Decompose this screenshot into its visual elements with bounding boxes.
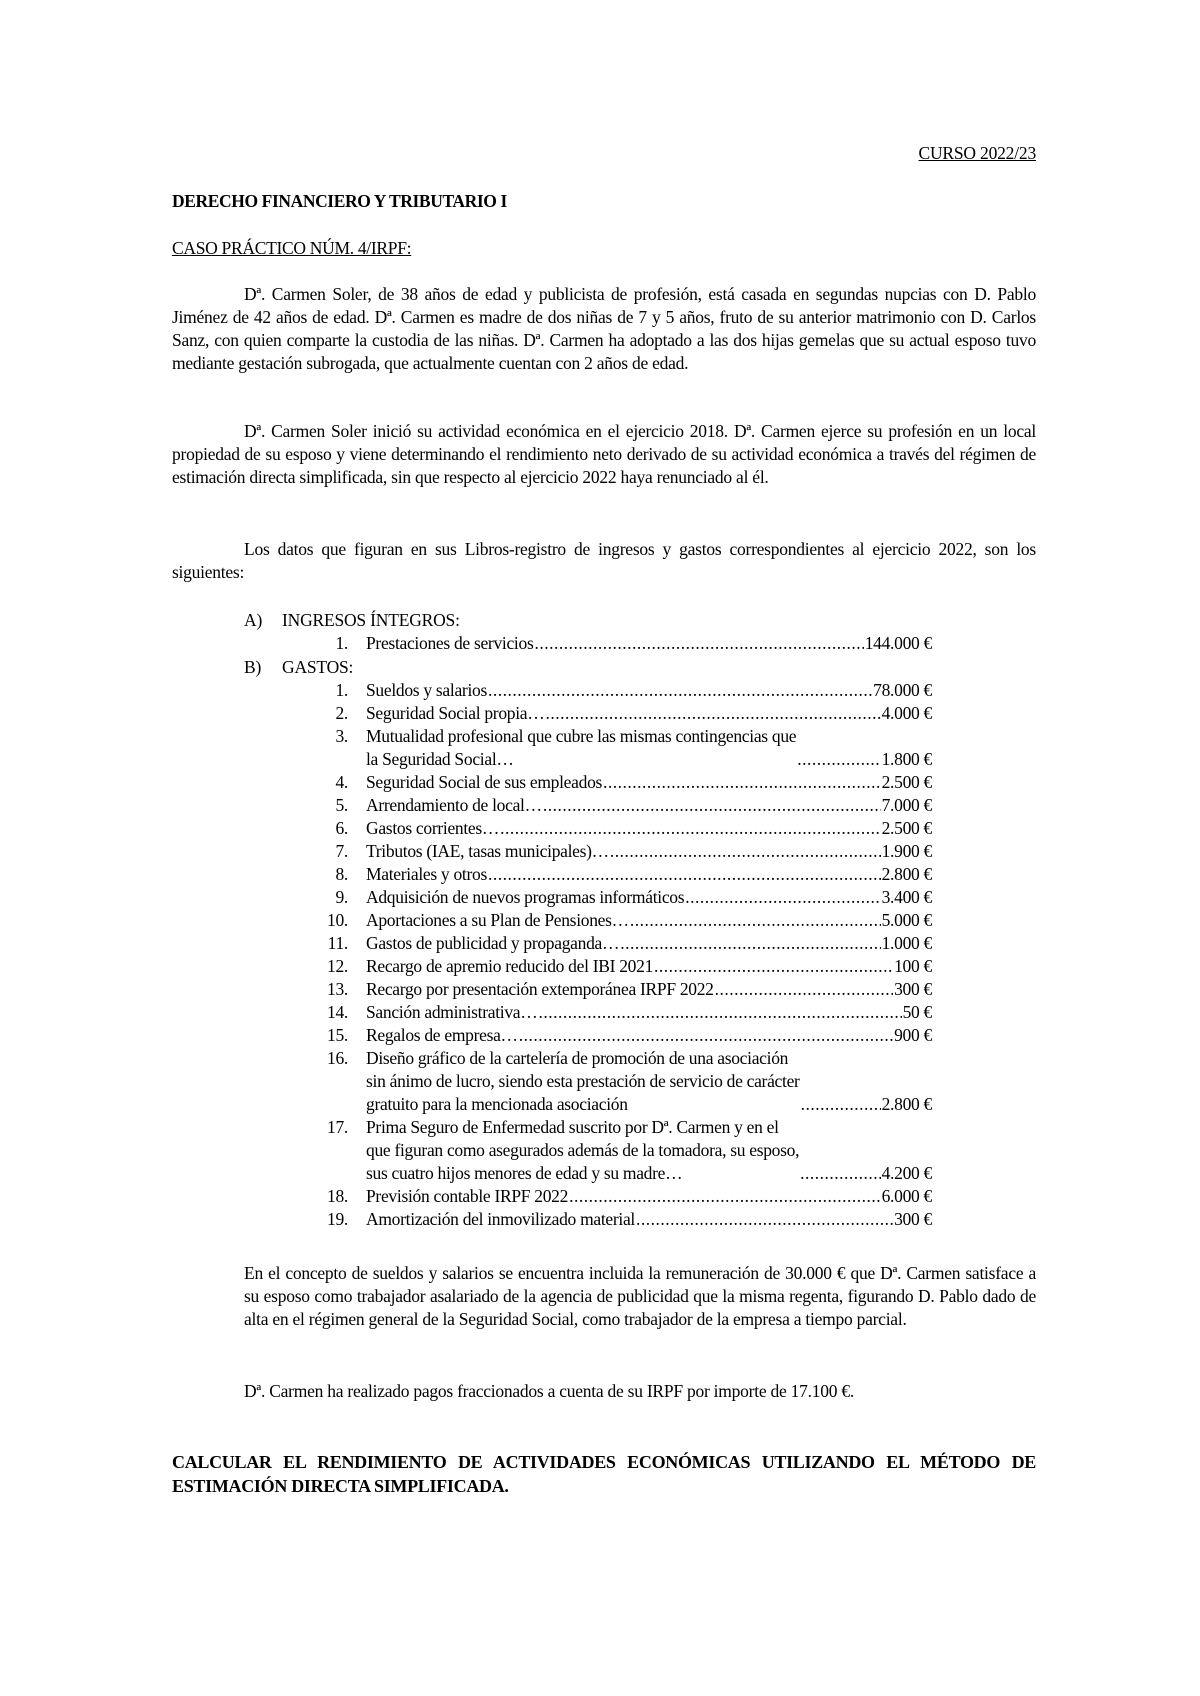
- item-number: 1.: [335, 680, 348, 700]
- dot-leader: [654, 955, 893, 978]
- case-title: CASO PRÁCTICO NÚM. 4/IRPF:: [172, 238, 412, 258]
- list-item: [312, 1024, 932, 1047]
- item-amount: 2.500 €: [881, 818, 932, 838]
- item-amount: 6.000 €: [881, 1186, 932, 1206]
- item-label: Materiales y otros: [366, 864, 487, 884]
- list-item: [312, 932, 932, 955]
- item-amount: 900 €: [894, 1025, 932, 1045]
- dot-leader: [543, 794, 881, 817]
- item-number: 13.: [327, 979, 348, 999]
- item-label: Aportaciones a su Plan de Pensiones…: [366, 910, 629, 930]
- subject-title: DERECHO FINANCIERO Y TRIBUTARIO I: [172, 191, 507, 211]
- list-item: [312, 771, 932, 794]
- dot-leader: [801, 1093, 881, 1116]
- item-amount: 100 €: [894, 956, 932, 976]
- list-item: [312, 886, 932, 909]
- dot-leader: [636, 1208, 893, 1231]
- item-label: Gastos corrientes…: [366, 818, 500, 838]
- dot-leader: [797, 748, 880, 771]
- item-label: Recargo de apremio reducido del IBI 2021: [366, 956, 654, 976]
- dot-leader: [630, 909, 881, 932]
- item-label: Recargo por presentación extemporánea IRPF 2022: [366, 979, 714, 999]
- item-label: Sanción administrativa…: [366, 1002, 538, 1022]
- item-number: 1.: [335, 633, 348, 653]
- item-label: Mutualidad profesional que cubre las mismas contingencias que la Seguridad Social…: [366, 726, 797, 769]
- document-page: [172, 0, 1036, 1696]
- item-label: Prima Seguro de Enfermedad suscrito por Dª. Carmen y en el que figuran como asegurados además de la tomadora, su esposo, sus cuatro hijos menores de edad y su madre…: [366, 1117, 800, 1183]
- section-income-heading: [244, 609, 460, 632]
- dot-leader: [620, 932, 880, 955]
- item-amount: 4.200 €: [881, 1163, 932, 1183]
- list-item: [312, 1185, 932, 1208]
- dot-leader: [715, 978, 893, 1001]
- dot-leader: [610, 840, 881, 863]
- list-item: [312, 632, 932, 655]
- item-label: Prestaciones de servicios: [366, 633, 534, 653]
- item-number: 8.: [335, 864, 348, 884]
- item-number: 14.: [327, 1002, 348, 1022]
- dot-leader: [569, 1185, 881, 1208]
- item-amount: 4.000 €: [881, 703, 932, 723]
- item-amount: 1.000 €: [881, 933, 932, 953]
- item-amount: 2.800 €: [881, 864, 932, 884]
- item-label: Arrendamiento de local…: [366, 795, 542, 815]
- section-title: INGRESOS ÍNTEGROS:: [282, 610, 460, 630]
- item-amount: 3.400 €: [881, 887, 932, 907]
- list-item: [312, 794, 932, 817]
- item-number: 15.: [327, 1025, 348, 1045]
- paragraph-activity: Dª. Carmen Soler inició su actividad económica en el ejercicio 2018. Dª. Carmen ejerce su profesión en un local propiedad de su esposo y viene determinando el rendimiento neto derivado de su actividad económica a través del régimen de estimación directa simplificada, sin que respecto al ejercicio 2022 haya renunciado al él.: [172, 421, 1036, 487]
- item-number: 10.: [327, 910, 348, 930]
- item-number: 5.: [335, 795, 348, 815]
- item-number: 16.: [327, 1048, 348, 1068]
- item-amount: 5.000 €: [881, 910, 932, 930]
- dot-leader: [538, 1001, 901, 1024]
- list-item: [312, 863, 932, 886]
- list-item: [312, 679, 932, 702]
- item-amount: 300 €: [894, 979, 932, 999]
- income-list: [312, 632, 932, 655]
- item-amount: 300 €: [894, 1209, 932, 1229]
- item-amount: 78.000 €: [873, 680, 932, 700]
- dot-leader: [603, 771, 881, 794]
- list-item: [312, 909, 932, 932]
- paragraph-books: Los datos que figuran en sus Libros-registro de ingresos y gastos correspondientes al ejercicio 2022, son los siguientes:: [172, 539, 1036, 582]
- item-amount: 1.900 €: [881, 841, 932, 861]
- list-item: [312, 725, 932, 771]
- item-number: 12.: [327, 956, 348, 976]
- list-item: [312, 1116, 932, 1185]
- item-amount: 1.800 €: [881, 749, 932, 769]
- item-label: Sueldos y salarios: [366, 680, 487, 700]
- item-number: 3.: [335, 726, 348, 746]
- dot-leader: [685, 886, 880, 909]
- section-expenses-heading: [244, 656, 353, 679]
- list-item: [312, 840, 932, 863]
- paragraph-salaries-note: En el concepto de sueldos y salarios se encuentra incluida la remuneración de 30.000 € que Dª. Carmen satisface a su esposo como trabajador asalariado de la agencia de publicidad que la misma regenta, figurando D. Pablo dado de alta en el régimen general de la Seguridad Social, como trabajador de la empresa a tiempo parcial.: [244, 1263, 1036, 1329]
- item-label: Previsión contable IRPF 2022: [366, 1186, 569, 1206]
- section-letter: A): [244, 610, 263, 630]
- item-number: 4.: [335, 772, 348, 792]
- dot-leader: [488, 863, 881, 886]
- item-number: 9.: [335, 887, 348, 907]
- item-label: Seguridad Social de sus empleados: [366, 772, 603, 792]
- list-item: [312, 1047, 932, 1116]
- item-number: 17.: [327, 1117, 348, 1137]
- item-number: 18.: [327, 1186, 348, 1206]
- item-amount: 7.000 €: [881, 795, 932, 815]
- dot-leader: [800, 1162, 880, 1185]
- item-number: 2.: [335, 703, 348, 723]
- item-label: Gastos de publicidad y propaganda…: [366, 933, 620, 953]
- dot-leader: [534, 632, 863, 655]
- item-label: Amortización del inmovilizado material: [366, 1209, 635, 1229]
- item-label: Diseño gráfico de la cartelería de promoción de una asociación sin ánimo de lucro, siendo esta prestación de servicio de carácter gratuito para la mencionada asociación: [366, 1048, 800, 1114]
- dot-leader: [545, 702, 880, 725]
- item-number: 11.: [327, 933, 348, 953]
- course-year: CURSO 2022/23: [918, 143, 1036, 163]
- item-number: 7.: [335, 841, 348, 861]
- task-statement: CALCULAR EL RENDIMIENTO DE ACTIVIDADES ECONÓMICAS UTILIZANDO EL MÉTODO DE ESTIMACIÓN DIRECTA SIMPLIFICADA.: [172, 1452, 1036, 1496]
- list-item: [312, 978, 932, 1001]
- item-label: Adquisición de nuevos programas informáticos: [366, 887, 685, 907]
- paragraph-family: Dª. Carmen Soler, de 38 años de edad y publicista de profesión, está casada en segundas nupcias con D. Pablo Jiménez de 42 años de edad. Dª. Carmen es madre de dos niñas de 7 y 5 años, fruto de su anterior matrimonio con D. Carlos Sanz, con quien comparte la custodia de las niñas. Dª. Carmen ha adoptado a las dos hijas gemelas que su actual esposo tuvo mediante gestación subrogada, que actualmente cuentan con 2 años de edad.: [172, 284, 1036, 373]
- item-amount: 50 €: [902, 1002, 932, 1022]
- item-number: 19.: [327, 1209, 348, 1229]
- section-letter: B): [244, 657, 262, 677]
- item-amount: 2.500 €: [881, 772, 932, 792]
- list-item: [312, 1208, 932, 1231]
- item-number: 6.: [335, 818, 348, 838]
- item-label: Tributos (IAE, tasas municipales)…: [366, 841, 609, 861]
- item-amount: 2.800 €: [881, 1094, 932, 1114]
- paragraph-payments-note: Dª. Carmen ha realizado pagos fraccionados a cuenta de su IRPF por importe de 17.100 €.: [244, 1381, 854, 1401]
- section-title: GASTOS:: [282, 657, 354, 677]
- list-item: [312, 955, 932, 978]
- item-label: Seguridad Social propia…: [366, 703, 545, 723]
- dot-leader: [519, 1024, 893, 1047]
- item-amount: 144.000 €: [864, 633, 932, 653]
- dot-leader: [500, 817, 880, 840]
- list-item: [312, 817, 932, 840]
- list-item: [312, 1001, 932, 1024]
- expenses-list: [312, 679, 932, 1231]
- item-label: Regalos de empresa…: [366, 1025, 518, 1045]
- list-item: [312, 702, 932, 725]
- dot-leader: [488, 679, 872, 702]
